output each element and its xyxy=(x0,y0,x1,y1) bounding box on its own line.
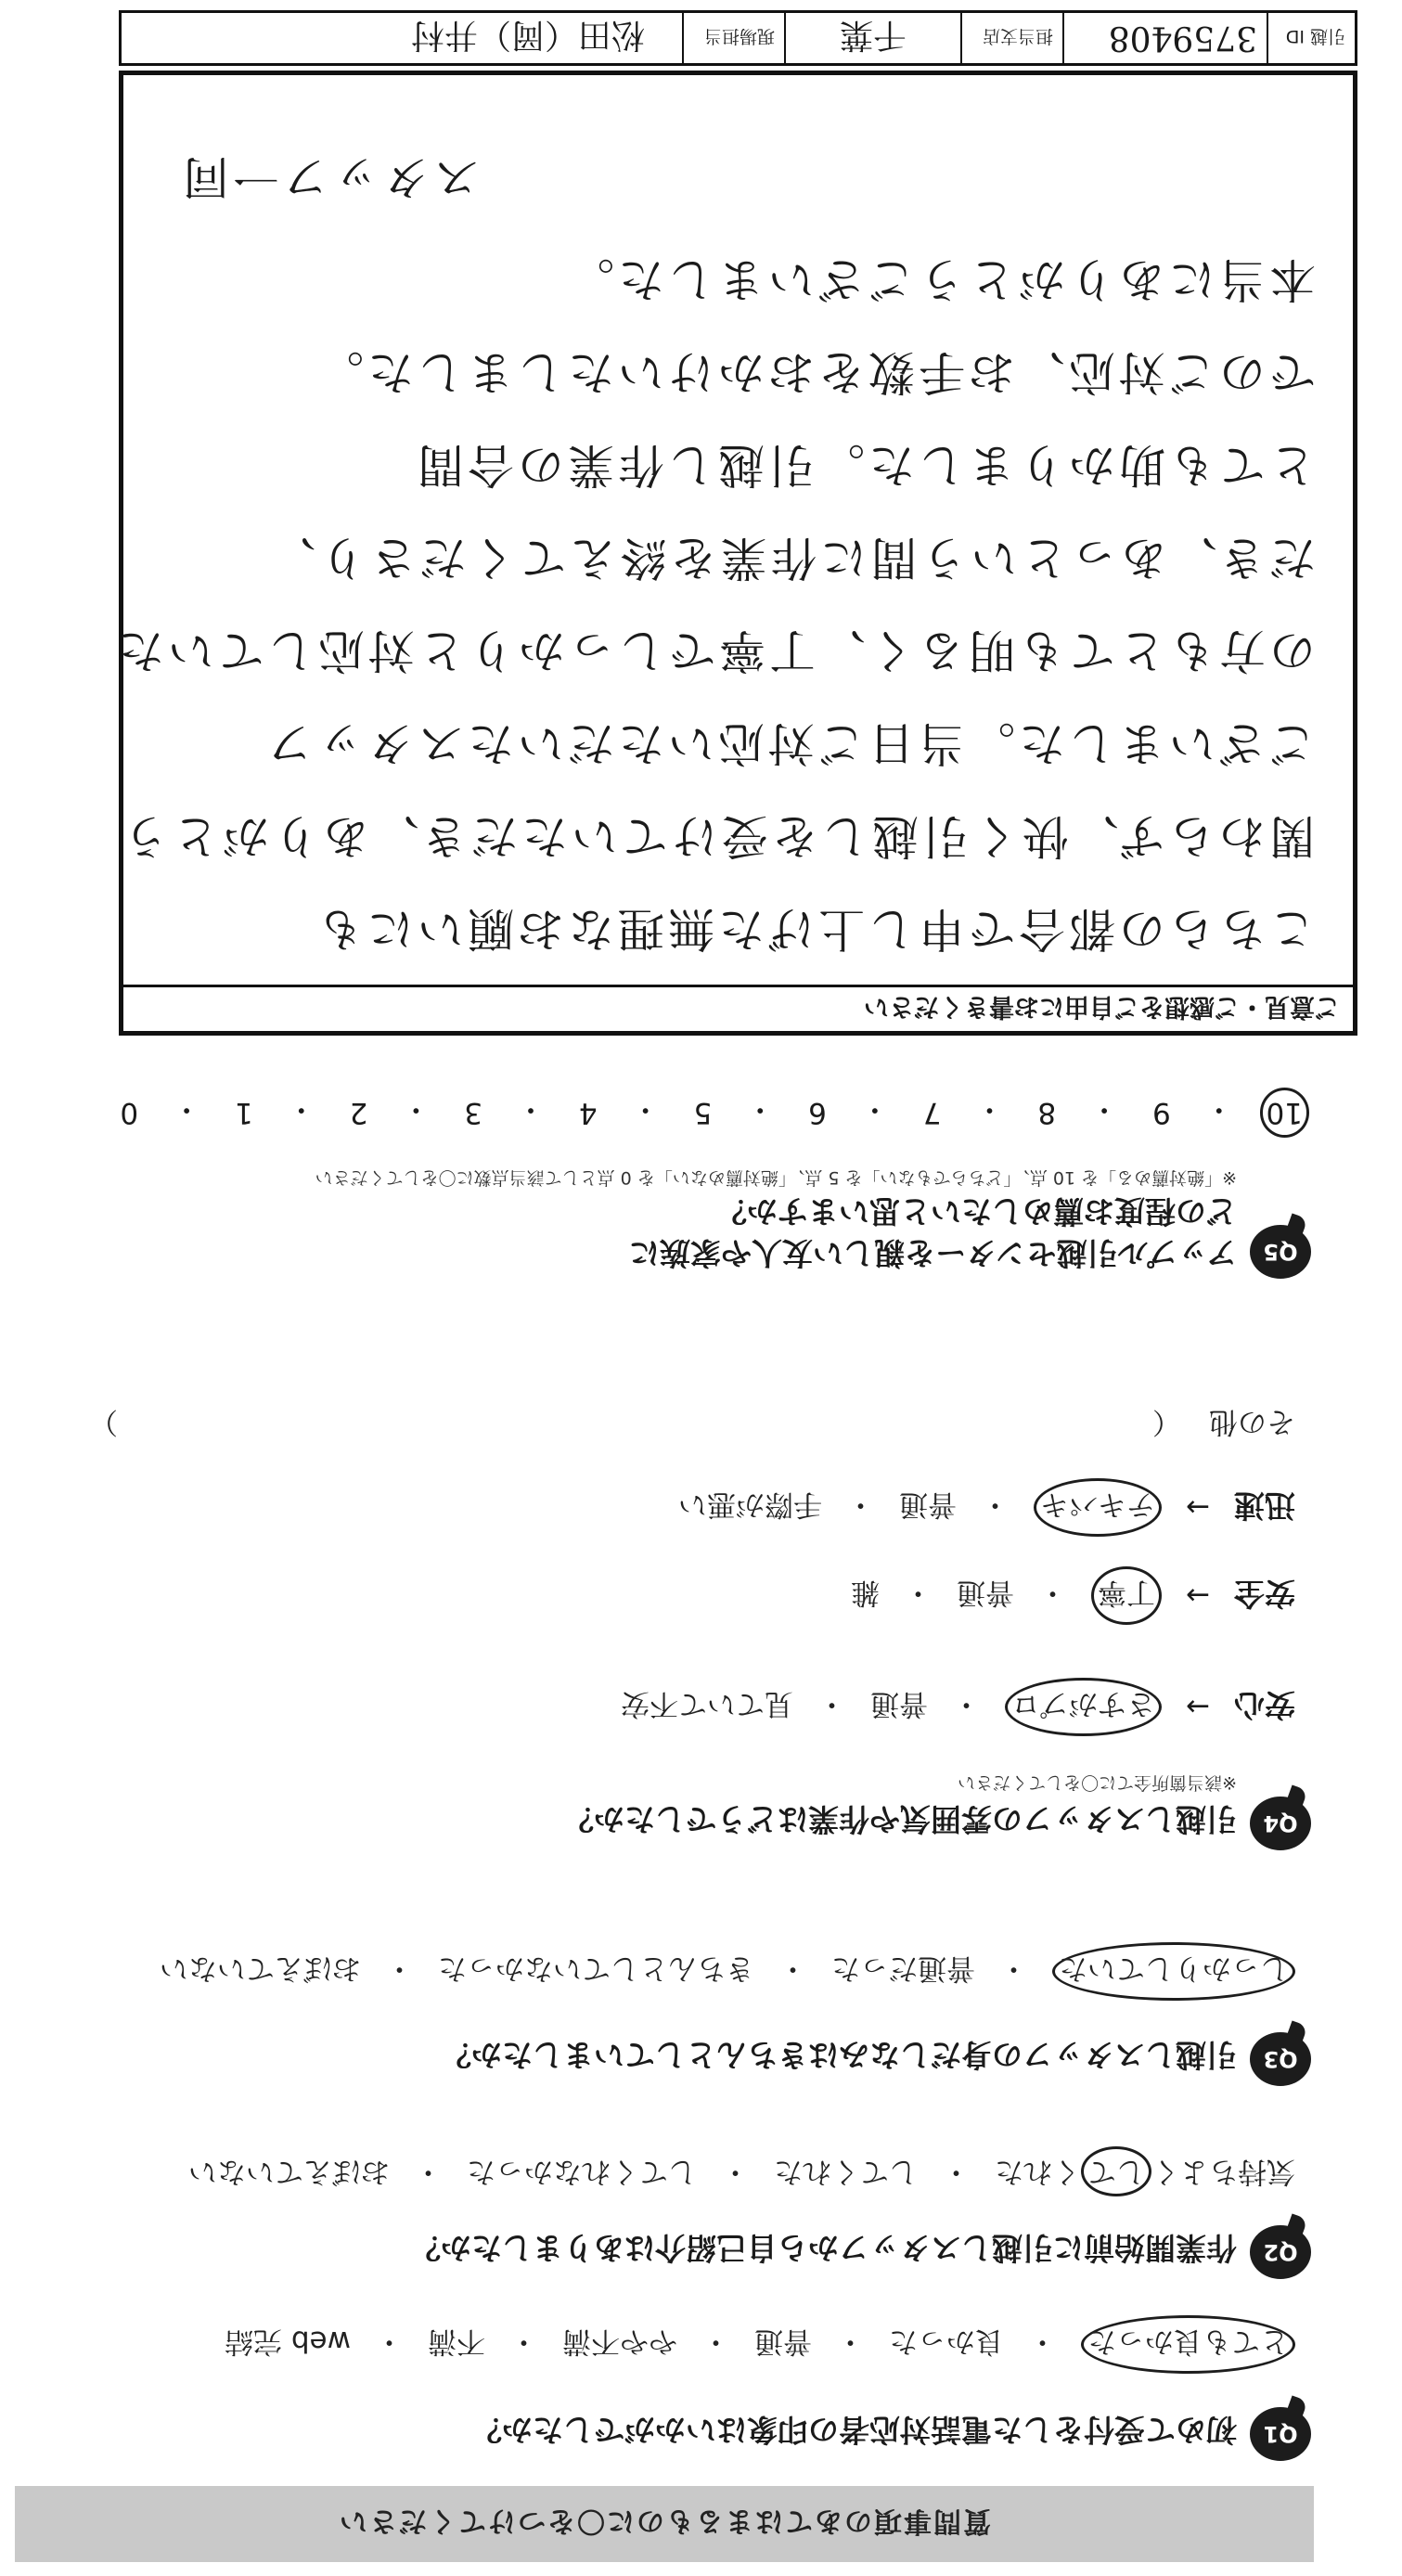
q5-score-scale: 10 ・ 9 ・ 8 ・ 7 ・ 6 ・ 5 ・ 4 ・ 3 ・ 2 ・ 1 ・ 0 xyxy=(112,1088,1309,1138)
q2-option[interactable]: おぼえていない xyxy=(188,2155,390,2188)
q2-badge: Q2 xyxy=(1250,2225,1311,2279)
id-label-cell xyxy=(1267,13,1355,63)
score-option[interactable]: 5 xyxy=(693,1096,713,1129)
q3-option[interactable]: 普通だった xyxy=(831,1951,975,1985)
comment-line: 本当にありがとうございました。 xyxy=(564,252,1316,306)
q1-option[interactable]: 普通 xyxy=(754,2325,812,2358)
survey-banner: 質問事項のあてはまるものに〇をつけてください xyxy=(15,2486,1314,2562)
q2-option[interactable]: してくれなかった xyxy=(467,2155,697,2188)
q4-option[interactable]: 普通 xyxy=(899,1488,958,1521)
score-option[interactable]: 0 xyxy=(120,1096,139,1129)
q4-row-jinsoku: 迅速 → テキパキ ・ 普通 ・ 手際が悪い xyxy=(678,1478,1295,1537)
q3-option[interactable]: きちんとしていなかった xyxy=(438,1951,754,1985)
comments-box xyxy=(114,71,1357,1036)
q1-option[interactable]: 良かった xyxy=(889,2325,1004,2358)
score-option[interactable]: 3 xyxy=(464,1096,483,1129)
q4-question: 引越しスタッフの雰囲気や作業はどうでしたか？ xyxy=(563,1801,1237,1837)
q4-other-open: （ xyxy=(1152,1405,1181,1438)
comment-line: だき、あっという間に作業を終えてくださり、 xyxy=(265,531,1316,585)
q4-row-anshin: 安心 → さすがプロ ・ 普通 ・ 見ていて不安 xyxy=(621,1678,1295,1736)
q3-question: 引越しスタッフの身だしなみはきちんとしていましたか？ xyxy=(441,2037,1237,2073)
q4-badge: Q4 xyxy=(1250,1797,1311,1850)
q4-other-label: その他 xyxy=(1209,1405,1295,1438)
score-option[interactable]: 2 xyxy=(349,1096,368,1129)
staff-value: 松田（岡）井村 xyxy=(410,16,645,55)
staff-label: 現場担当 xyxy=(703,26,775,47)
score-option[interactable]: 4 xyxy=(578,1096,598,1129)
q5-question-line1: アップル引越センターを親しい友人や家族に xyxy=(628,1235,1237,1271)
score-option[interactable]: 6 xyxy=(808,1096,827,1129)
info-row xyxy=(119,10,1357,66)
q4-other-close: ） xyxy=(89,1405,118,1438)
arrow-icon: → xyxy=(1186,1578,1210,1613)
q4-note: ※該当箇所全てに〇をしてください xyxy=(958,1772,1237,1793)
q4-option[interactable]: テキパキ xyxy=(1034,1478,1162,1537)
comments-title: ご意見・ご感想をご自由にお書きください xyxy=(123,985,1353,1031)
arrow-icon: → xyxy=(1186,1690,1210,1724)
id-value: 3759408 xyxy=(1108,19,1257,58)
score-option[interactable]: 10 xyxy=(1260,1088,1309,1138)
staff-value-cell xyxy=(122,13,682,63)
q3-badge: Q3 xyxy=(1250,2032,1311,2086)
q5-note: ※「絶対薦める」を 10 点、「どちらでもない」を 5 点、「絶対薦めない」を 0 点として該当点数に〇をしてください xyxy=(315,1167,1237,1188)
q4-option[interactable]: さすがプロ xyxy=(1005,1678,1162,1736)
q3-option[interactable]: しっかりしていた xyxy=(1052,1942,1295,2001)
q3-option[interactable]: おぼえていない xyxy=(160,1951,361,1985)
branch-value: 千葉 xyxy=(840,16,907,55)
q1-option[interactable]: web 完結 xyxy=(225,2325,351,2358)
q1-option[interactable]: とても良かった xyxy=(1081,2315,1295,2374)
q4-row-label: 迅速 xyxy=(1234,1488,1295,1524)
comment-line: でのご対応、お手数をおかけいたしました。 xyxy=(314,345,1316,399)
q4-option[interactable]: 見ていて不安 xyxy=(621,1687,794,1720)
score-option[interactable]: 1 xyxy=(235,1096,253,1129)
comment-signature: スタッフ一同 xyxy=(179,150,480,204)
q2-question: 作業開始前に引越しスタッフから自己紹介はありましたか？ xyxy=(410,2230,1237,2266)
score-option[interactable]: 8 xyxy=(1037,1096,1057,1129)
q5-badge: Q5 xyxy=(1250,1225,1311,1279)
q4-option[interactable]: 手際が悪い xyxy=(678,1488,823,1521)
q1-badge: Q1 xyxy=(1250,2407,1311,2461)
branch-label: 担当支店 xyxy=(982,26,1053,47)
q2-options: 気持ちよくしてくれた ・ してくれた ・ してくれなかった ・ おぼえていない xyxy=(188,2154,1295,2196)
q4-option[interactable]: 丁寧 xyxy=(1091,1566,1162,1625)
arrow-icon: → xyxy=(1186,1490,1210,1525)
q4-row-anzen: 安全 → 丁寧 ・ 普通 ・ 雑 xyxy=(851,1566,1295,1625)
id-label: 引越 ID xyxy=(1285,26,1345,47)
q2-option[interactable]: 気持ちよくしてくれた xyxy=(995,2154,1295,2196)
branch-value-cell xyxy=(784,13,960,63)
q4-option[interactable]: 普通 xyxy=(870,1687,929,1720)
q4-other-row xyxy=(89,1404,1295,1446)
comment-line: の方もとても明るく、丁寧でしっかりと対応していた xyxy=(114,624,1316,677)
q4-row-label: 安心 xyxy=(1234,1687,1295,1723)
comment-line: 関わらず、快く引越しを受けていただき、ありがとう xyxy=(119,809,1316,863)
score-option[interactable]: 7 xyxy=(922,1096,942,1129)
q5-question-line2: どの程度お薦めしたいと思いますか？ xyxy=(716,1193,1237,1230)
q2-option[interactable]: してくれた xyxy=(774,2155,918,2188)
comment-line: とても助かりました。引越し作業の合間 xyxy=(414,438,1316,492)
branch-label-cell xyxy=(960,13,1062,63)
q1-question: 初めて受付をした電話対応者の印象はいかがでしたか？ xyxy=(471,2412,1237,2448)
q4-row-label: 安全 xyxy=(1234,1576,1295,1612)
q4-option[interactable]: 普通 xyxy=(957,1576,1015,1609)
staff-label-cell xyxy=(682,13,784,63)
q1-option[interactable]: 不満 xyxy=(428,2325,485,2358)
q1-options: とても良かった ・ 良かった ・ 普通 ・ やや不満 ・ 不満 ・ web 完結 xyxy=(225,2315,1295,2374)
q3-options: しっかりしていた ・ 普通だった ・ きちんとしていなかった ・ おぼえていない xyxy=(160,1942,1295,2001)
q2-selected-mark: して xyxy=(1081,2146,1151,2196)
comment-line: ございました。当日ご対応いただいたスタッフ xyxy=(264,716,1316,770)
id-value-cell xyxy=(1062,13,1267,63)
q1-option[interactable]: やや不満 xyxy=(562,2325,677,2358)
score-option[interactable]: 9 xyxy=(1152,1096,1171,1129)
comment-line: こちらの都合で申し上げた無理なお願いにも xyxy=(314,902,1316,956)
q4-option[interactable]: 雑 xyxy=(851,1576,881,1609)
